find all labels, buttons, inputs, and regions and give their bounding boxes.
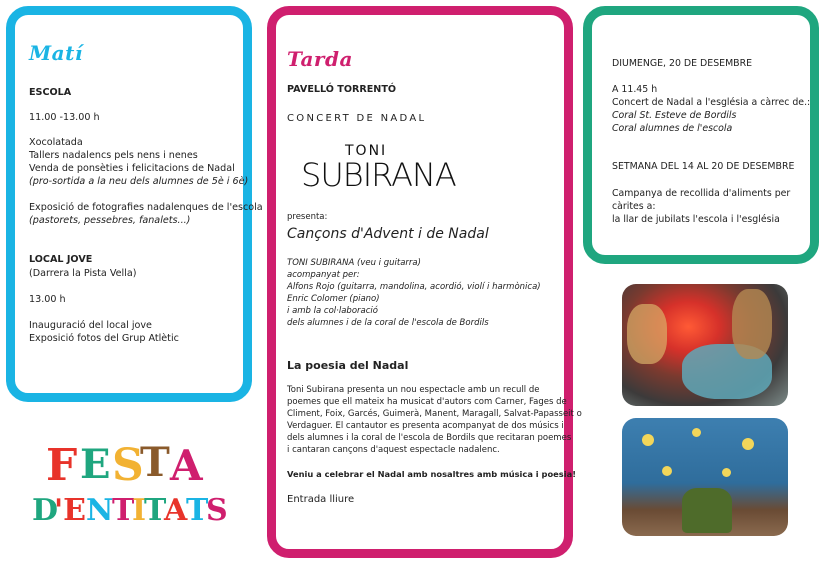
concert-label: CONCERT DE NADAL <box>287 113 427 124</box>
credit-line: i amb la col·laboració <box>287 306 378 316</box>
poetry-line: poemes que ell mateix ha musicat d'autors com Carner, Fages de <box>287 397 567 407</box>
festa-dentitats-logo <box>28 428 246 528</box>
artist-last-name: SUBIRANA <box>301 156 456 194</box>
local-line: Inauguració del local jove <box>29 320 152 331</box>
local-line: Exposició fotos del Grup Atlètic <box>29 333 179 344</box>
nativity-sky-photo <box>622 418 788 536</box>
venue: PAVELLÓ TORRENTÓ <box>287 84 397 95</box>
logo-letter: S <box>112 440 144 491</box>
entry-label: Entrada lliure <box>287 494 355 505</box>
morning-panel <box>6 6 263 402</box>
morning-title: Matí <box>29 41 83 65</box>
presents-label: presenta: <box>287 212 328 222</box>
logo-letter: N <box>86 493 114 528</box>
logo-letter: T <box>186 493 209 528</box>
sunday-heading: DIUMENGE, 20 DE DESEMBRE <box>612 58 753 69</box>
campaign-line: Campanya de recollida d'aliments per <box>612 188 791 199</box>
credit-line: Enric Colomer (piano) <box>287 294 380 304</box>
school-heading: ESCOLA <box>29 87 72 98</box>
activity-item: Tallers nadalencs pels nens i nenes <box>29 150 198 161</box>
credit-line: TONI SUBIRANA (veu i guitarra) <box>287 258 421 268</box>
nativity-scene-photo <box>622 284 788 406</box>
activities-note: (pro-sortida a la neu dels alumnes de 5è i 6è) <box>29 176 249 187</box>
logo-letter: A <box>170 441 203 490</box>
activity-item: Venda de ponsèties i felicitacions de Nadal <box>29 163 235 174</box>
afternoon-panel <box>267 6 582 558</box>
show-title: Cançons d'Advent i de Nadal <box>287 226 489 242</box>
logo-letter: T <box>144 493 167 528</box>
expo-line: Exposició de fotografies nadalenques de l'escola <box>29 202 263 213</box>
week-heading: SETMANA DEL 14 AL 20 DE DESEMBRE <box>612 161 795 172</box>
logo-letter: 'E <box>54 493 87 528</box>
poetry-heading: La poesia del Nadal <box>287 359 409 372</box>
activity-item: Xocolatada <box>29 137 83 148</box>
logo-letter: T <box>140 439 170 486</box>
school-time: 11.00 -13.00 h <box>29 112 100 123</box>
logo-letter: T <box>112 493 135 528</box>
local-time: 13.00 h <box>29 294 66 305</box>
choir-item: Coral St. Esteve de Bordils <box>612 110 737 121</box>
choir-item: Coral alumnes de l'escola <box>612 123 733 134</box>
invitation: Veniu a celebrar el Nadal amb nosaltres amb música i poesia! <box>287 469 576 479</box>
campaign-line: càrites a: <box>612 201 656 212</box>
sunday-line: Concert de Nadal a l'església a càrrec de.: <box>612 97 811 108</box>
logo-letter: S <box>206 493 228 528</box>
artist-first-name: TONI <box>345 143 388 159</box>
poetry-line: i cantaran cançons d'aquest espectacle nadalenc. <box>287 445 500 455</box>
afternoon-title: Tarda <box>287 47 353 71</box>
credit-line: dels alumnes i de la coral de l'escola de Bordils <box>287 318 489 328</box>
logo-art <box>28 428 246 528</box>
poetry-line: Climent, Foix, Garcés, Guimerà, Manent, Maragall, Salvat-Papasseit o <box>287 409 582 419</box>
logo-letter: I <box>132 493 147 528</box>
credit-line: acompanyat per: <box>287 270 360 280</box>
poetry-line: dels alumnes i la coral de l'escola de Bordils que recitaran poemes <box>287 433 572 443</box>
events-panel <box>583 6 819 264</box>
sunday-time: A 11.45 h <box>612 84 658 95</box>
campaign-line: la llar de jubilats l'escola i l'església <box>612 214 780 225</box>
credit-line: Alfons Rojo (guitarra, mandolina, acordió, violí i harmònica) <box>287 282 541 292</box>
local-heading: LOCAL JOVE <box>29 254 93 265</box>
logo-letter: D <box>32 493 59 528</box>
expo-note: (pastorets, pessebres, fanalets...) <box>29 215 191 226</box>
logo-letter: A <box>164 493 188 528</box>
logo-letter: E <box>80 441 111 488</box>
logo-letter: F <box>46 440 78 491</box>
poetry-line: Verdaguer. El cantautor es presenta acompanyat de dos músics i <box>287 421 564 431</box>
poetry-line: Toni Subirana presenta un nou espectacle amb un recull de <box>287 385 540 395</box>
local-location: (Darrera la Pista Vella) <box>29 268 137 279</box>
artist-logo <box>301 143 461 194</box>
